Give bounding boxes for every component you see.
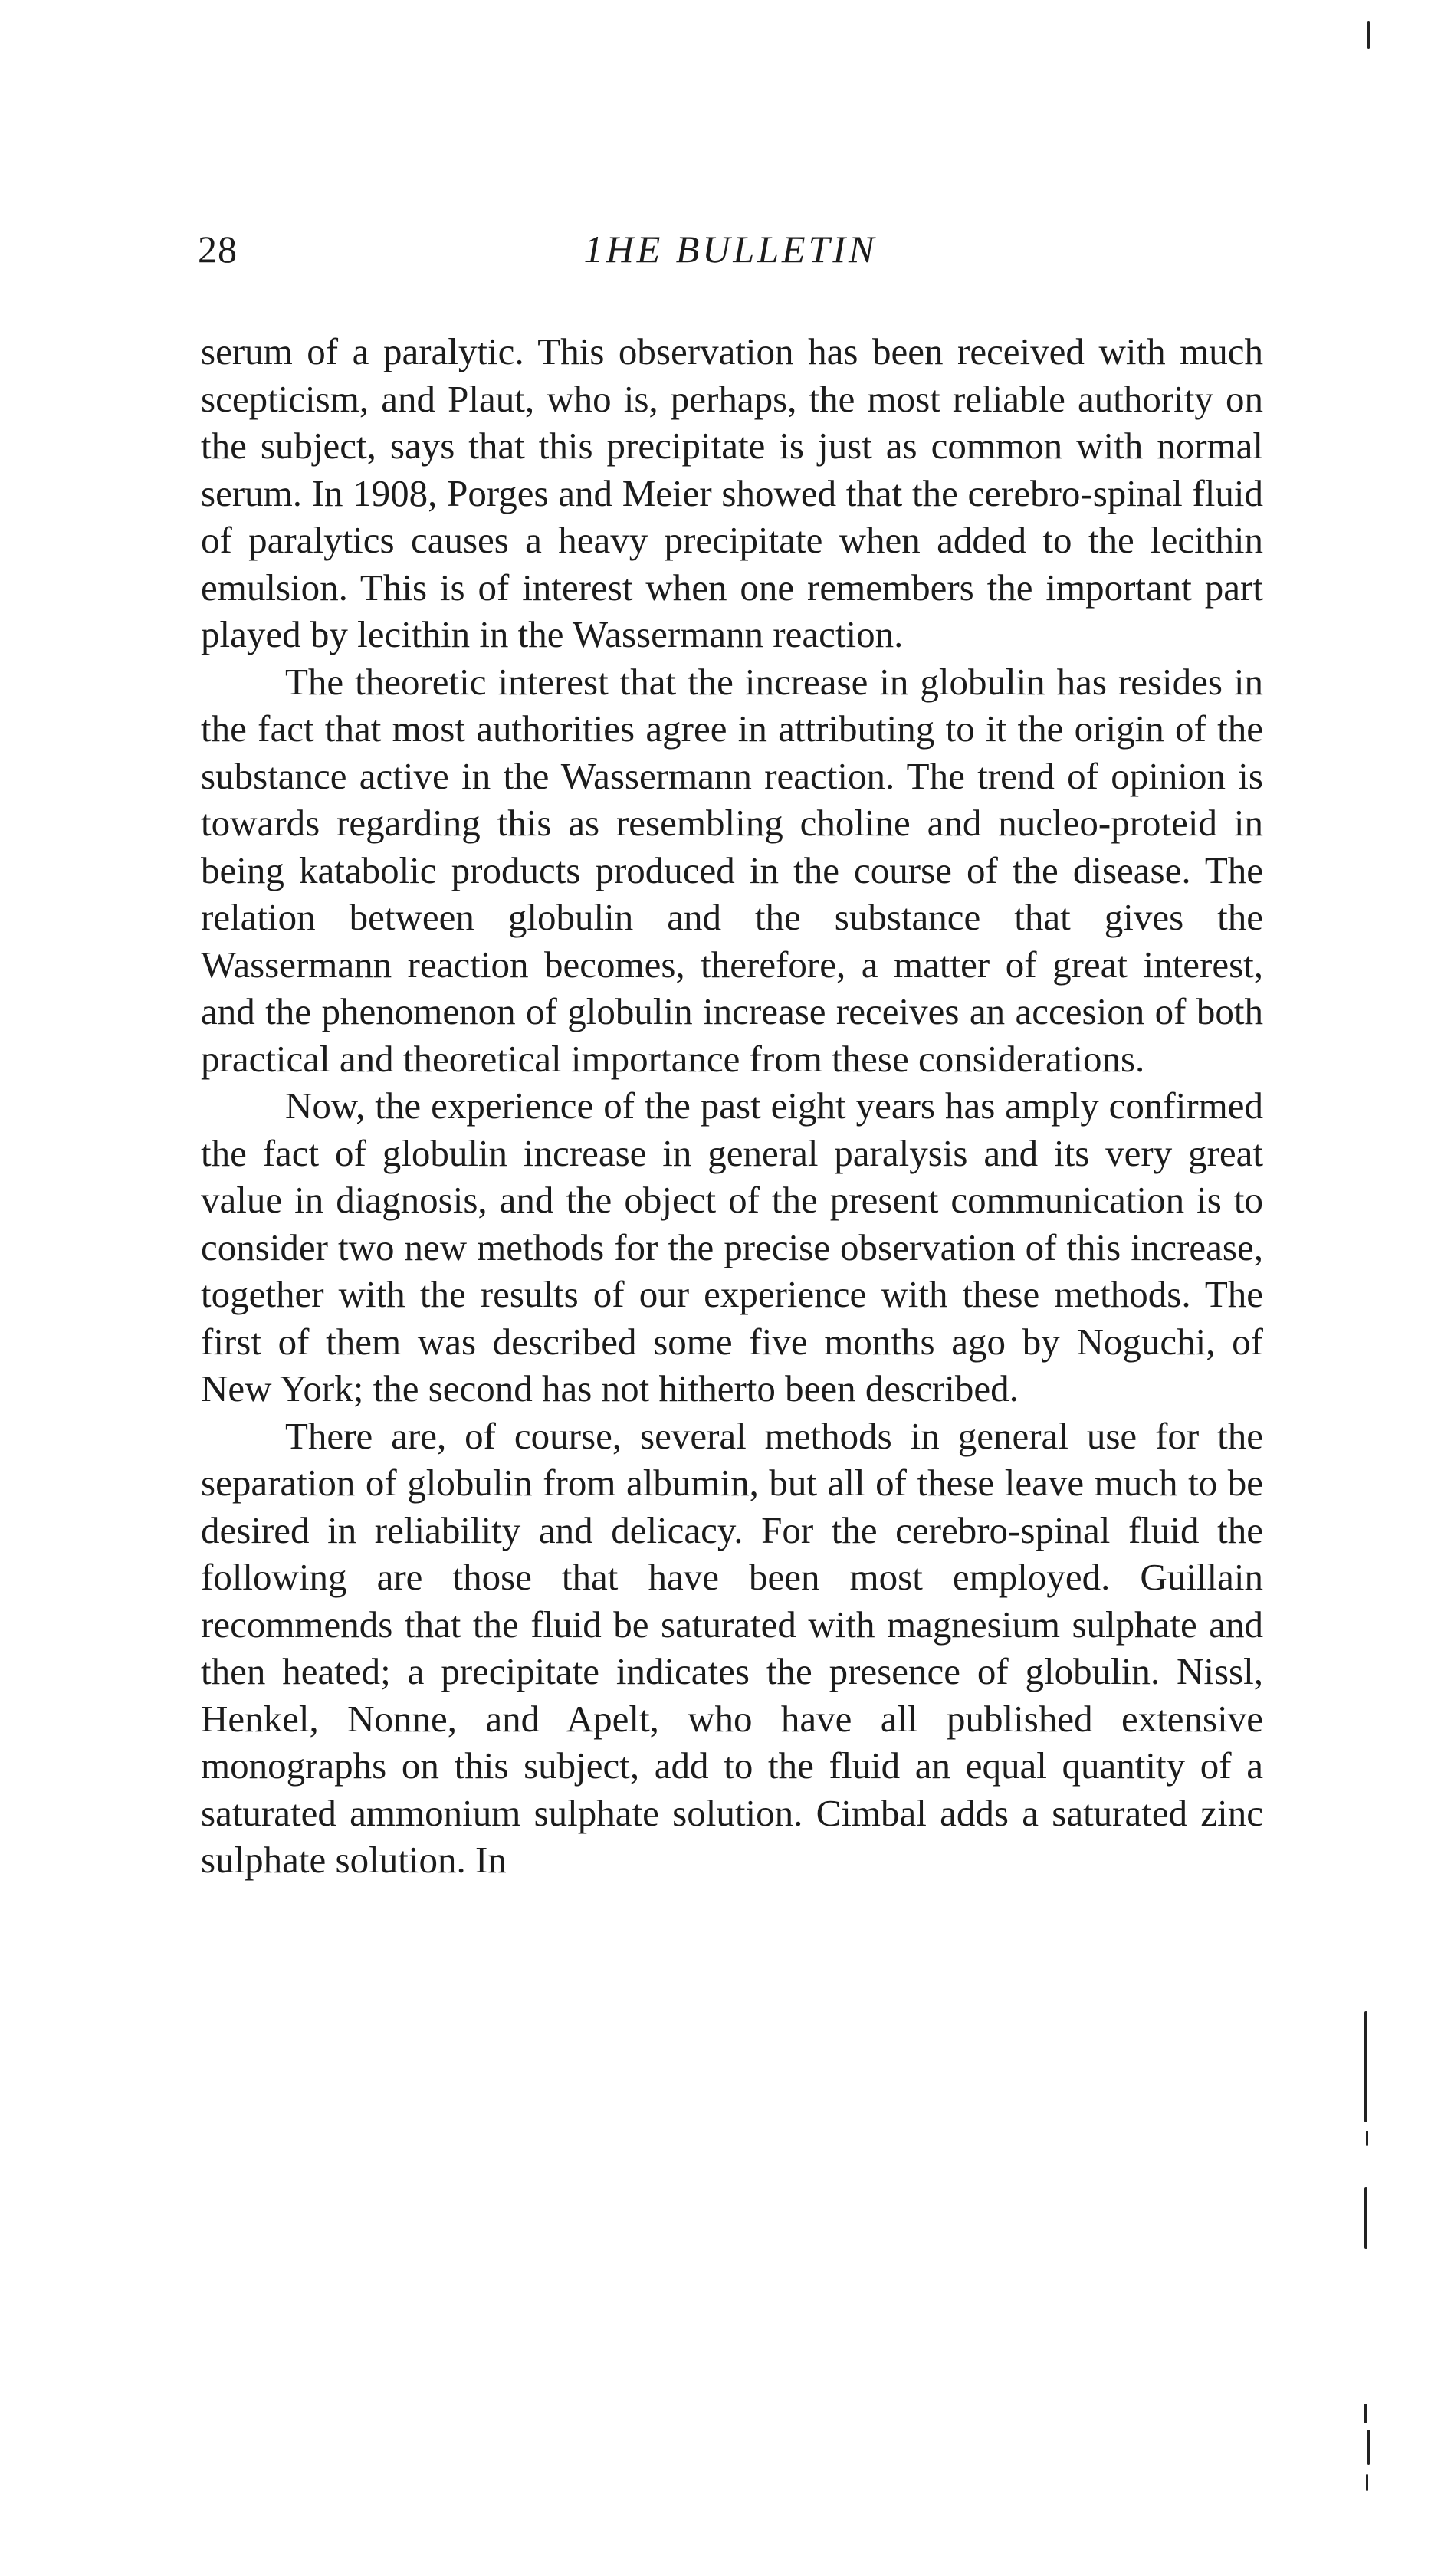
body-text xyxy=(201,328,1263,1884)
scan-mark-3 xyxy=(1364,2187,1367,2249)
scan-mark-5 xyxy=(1367,2430,1370,2465)
page-header xyxy=(198,227,1263,288)
paragraph-2: The theoretic interest that the increase in globulin has resides in the fact that most authorities agree in attributing to it the origin of the substance active in the Wassermann reaction. The trend of opinion is towards regarding this as resembling choline and nucleo-proteid in being katabolic products produced in the course of the disease. The relation between globulin and the substance that gives the Wassermann reaction becomes, therefore, a matter of great interest, and the phenomenon of globulin increase receives an accesion of both practical and theoretical importance from these considerations. xyxy=(201,660,1263,1080)
running-title: 1HE BULLETIN xyxy=(583,228,878,271)
paragraph-3: Now, the experience of the past eight years has amply confirmed the fact of globulin increase in general paralysis and its very great value in diagnosis, and the object of the present communication is to consider two new methods for the precise observation of this increase, together with the results of our experience with these methods. The first of them was described some five months ago by Noguchi, of New York; the second has not hitherto been described. xyxy=(201,1085,1263,1409)
scan-mark-2 xyxy=(1366,2131,1368,2146)
scan-mark-4 xyxy=(1364,2404,1367,2423)
paragraph-1: serum of a paralytic. This observation has been received with much scepticism, and Plaut, who is, perhaps, the most reliable authority on the subject, says that this precipitate is just as common with normal serum. In 1908, Porges and Meier showed that the cerebro-spinal fluid of paralytics causes a heavy precipitate when added to the lecithin emulsion. This is of interest when one remembers the important part played by lecithin in the Wassermann reaction. xyxy=(201,330,1263,655)
scan-mark-top xyxy=(1367,21,1370,49)
paragraph-4: There are, of course, several methods in general use for the separation of globulin from albumin, but all of these leave much to be desired in reliability and delicacy. For the cerebro-spinal fluid the following are those that have been most employed. Guillain recommends that the fluid be saturated with magnesium sulphate and then heated; a precipitate indicates the presence of globulin. Nissl, Henkel, Nonne, and Apelt, who have all published extensive monographs on this subject, add to the fluid an equal quantity of a saturated ammonium sulphate solution. Cimbal adds a saturated zinc sulphate solution. In xyxy=(201,1414,1263,1881)
page-number: 28 xyxy=(198,228,238,271)
scan-margin-marks xyxy=(1349,0,1441,2576)
scan-mark-1 xyxy=(1364,2011,1367,2122)
scan-mark-6 xyxy=(1366,2474,1368,2491)
